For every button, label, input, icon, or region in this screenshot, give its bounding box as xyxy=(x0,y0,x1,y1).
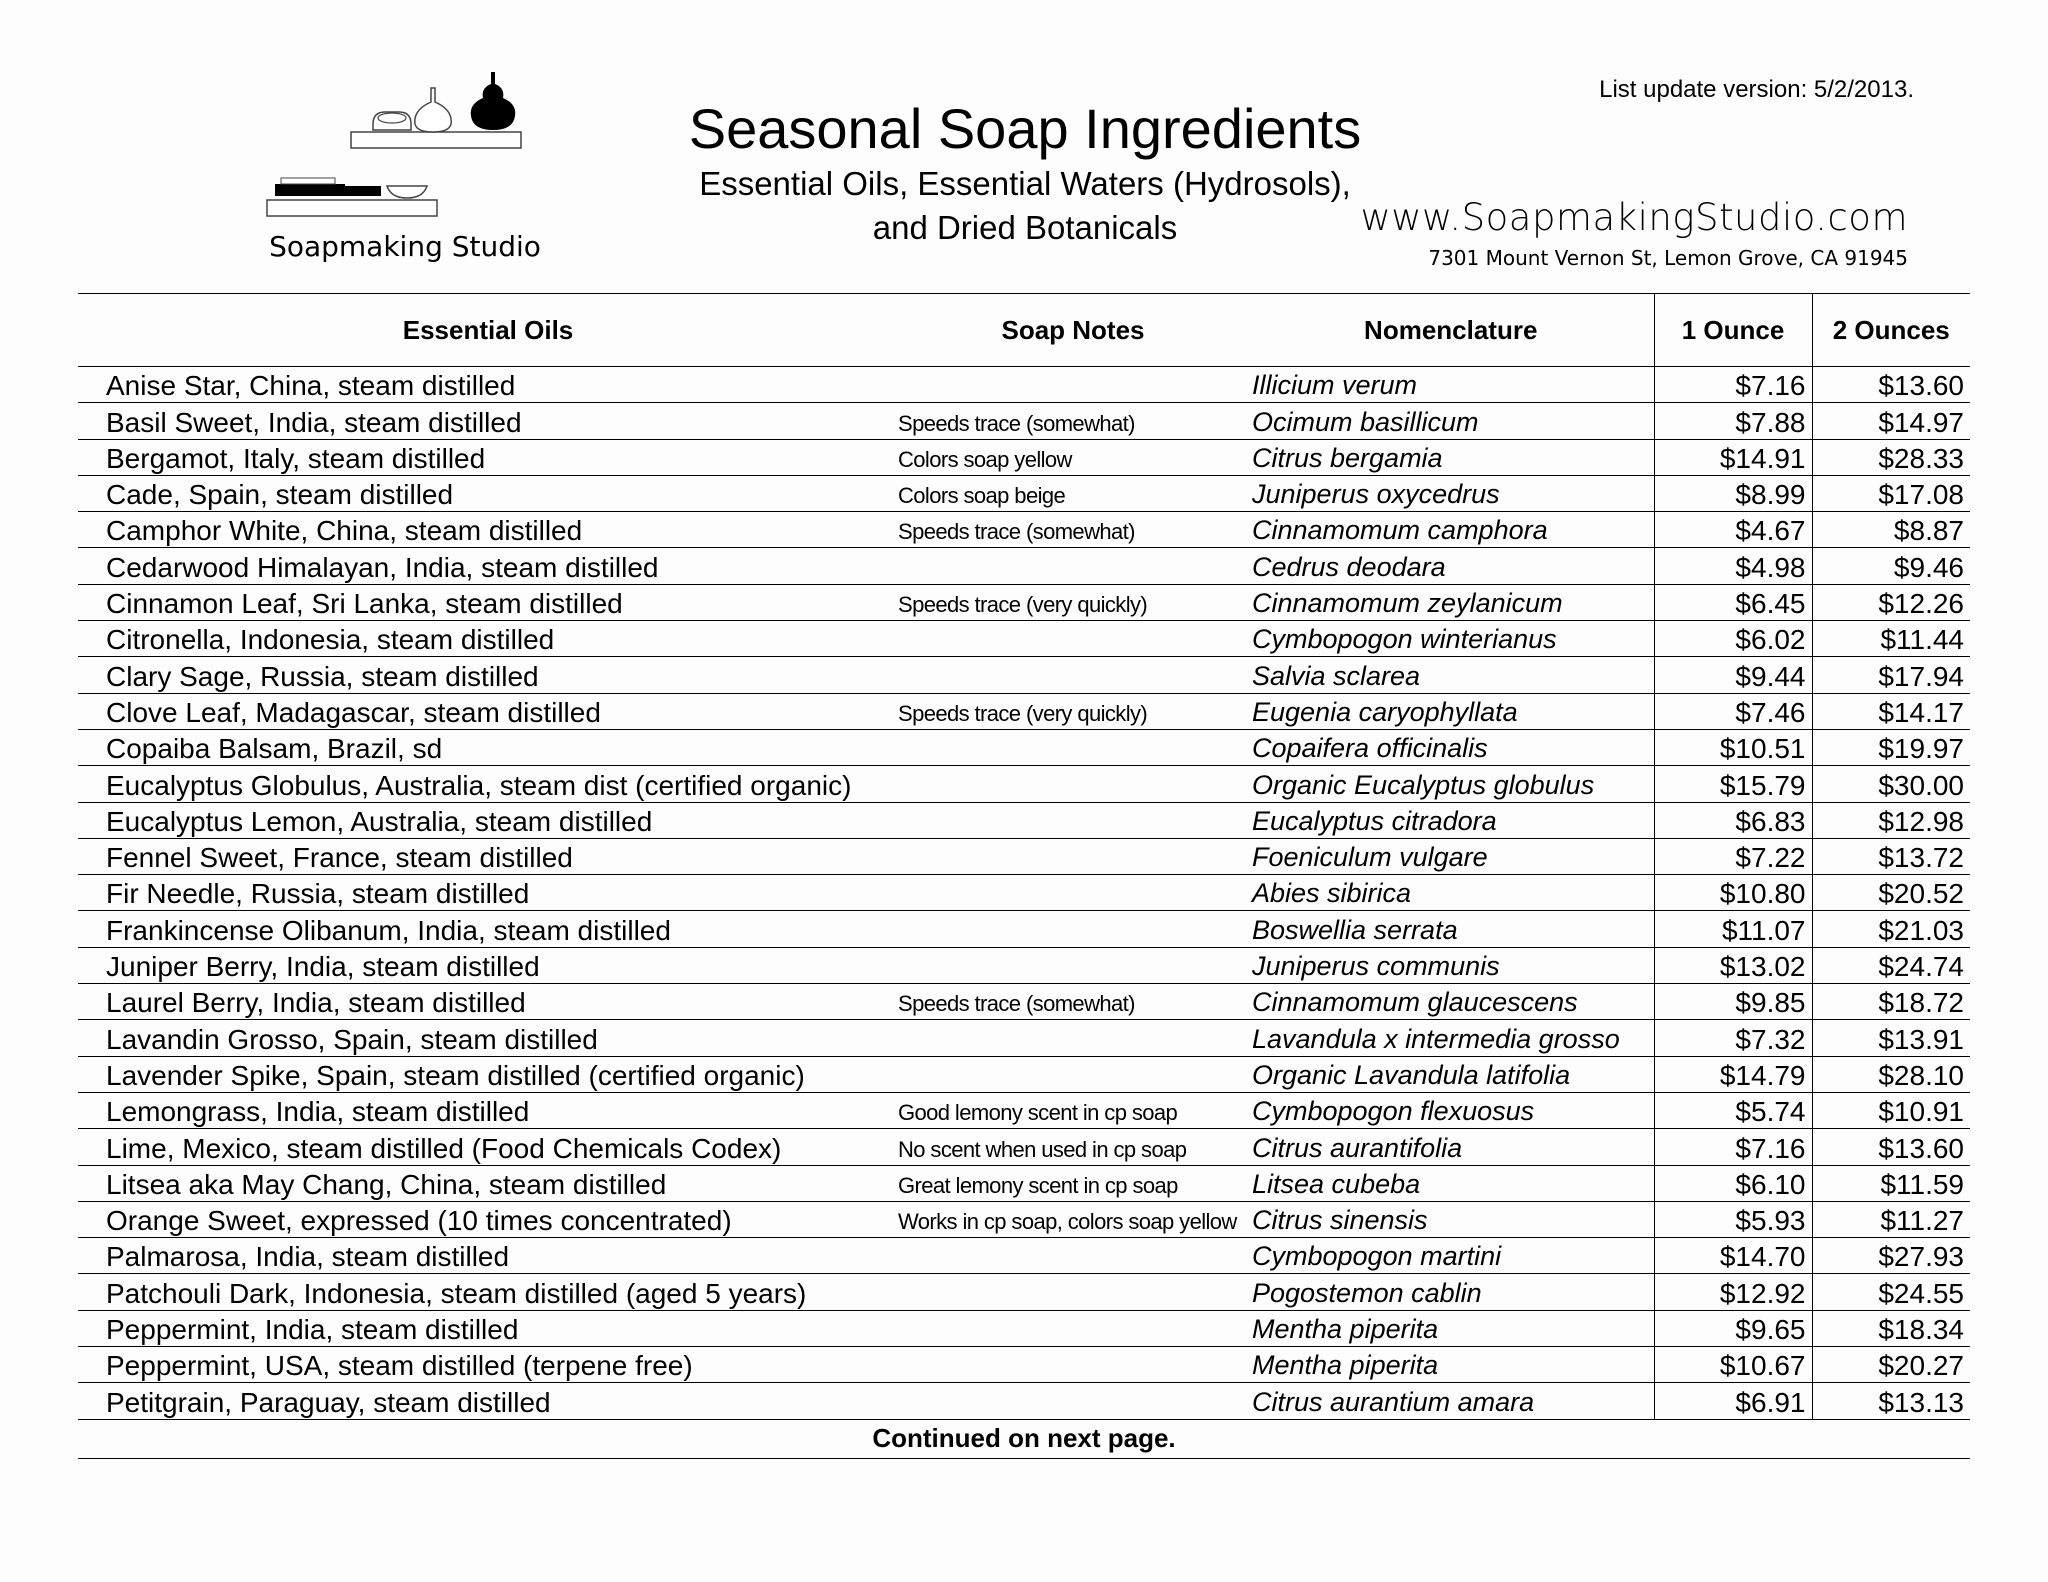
oil-name: Peppermint, USA, steam distilled (terpene free) xyxy=(78,1347,898,1383)
oil-name: Lavandin Grosso, Spain, steam distilled xyxy=(78,1020,898,1056)
subtitle-line-1: Essential Oils, Essential Waters (Hydrosols), xyxy=(699,165,1351,202)
soap-note: Speeds trace (somewhat) xyxy=(898,403,1248,439)
price-1-ounce: $9.65 xyxy=(1654,1310,1812,1346)
table-row xyxy=(78,1201,1970,1237)
price-2-ounces: $17.94 xyxy=(1812,657,1970,693)
nomenclature: Citrus bergamia xyxy=(1248,439,1654,475)
soap-note: Speeds trace (very quickly) xyxy=(898,584,1248,620)
nomenclature: Cymbopogon flexuosus xyxy=(1248,1092,1654,1128)
nomenclature: Litsea cubeba xyxy=(1248,1165,1654,1201)
nomenclature: Juniperus oxycedrus xyxy=(1248,475,1654,511)
price-1-ounce: $7.22 xyxy=(1654,838,1812,874)
oil-name: Copaiba Balsam, Brazil, sd xyxy=(78,729,898,765)
header-2-ounces: 2 Ounces xyxy=(1812,294,1970,367)
price-2-ounces: $13.13 xyxy=(1812,1383,1970,1419)
price-1-ounce: $6.83 xyxy=(1654,802,1812,838)
oil-name: Palmarosa, India, steam distilled xyxy=(78,1238,898,1274)
price-1-ounce: $6.02 xyxy=(1654,621,1812,657)
oil-name: Basil Sweet, India, steam distilled xyxy=(78,403,898,439)
price-1-ounce: $8.99 xyxy=(1654,475,1812,511)
nomenclature: Abies sibirica xyxy=(1248,875,1654,911)
nomenclature: Cedrus deodara xyxy=(1248,548,1654,584)
oil-name: Laurel Berry, India, steam distilled xyxy=(78,984,898,1020)
price-1-ounce: $9.44 xyxy=(1654,657,1812,693)
nomenclature: Eucalyptus citradora xyxy=(1248,802,1654,838)
nomenclature: Mentha piperita xyxy=(1248,1310,1654,1346)
header-1-ounce: 1 Ounce xyxy=(1654,294,1812,367)
price-2-ounces: $9.46 xyxy=(1812,548,1970,584)
soap-note xyxy=(898,621,1248,657)
nomenclature: Cinnamomum zeylanicum xyxy=(1248,584,1654,620)
soap-note: Speeds trace (very quickly) xyxy=(898,693,1248,729)
price-2-ounces: $24.74 xyxy=(1812,947,1970,983)
price-2-ounces: $30.00 xyxy=(1812,766,1970,802)
table-row xyxy=(78,838,1970,874)
table-header-row xyxy=(78,294,1970,367)
price-2-ounces: $28.33 xyxy=(1812,439,1970,475)
header-nomenclature: Nomenclature xyxy=(1248,294,1654,367)
oil-name: Camphor White, China, steam distilled xyxy=(78,512,898,548)
price-1-ounce: $14.91 xyxy=(1654,439,1812,475)
table-row xyxy=(78,984,1970,1020)
oil-name: Peppermint, India, steam distilled xyxy=(78,1310,898,1346)
nomenclature: Citrus sinensis xyxy=(1248,1201,1654,1237)
oil-name: Orange Sweet, expressed (10 times concentrated) xyxy=(78,1201,898,1237)
nomenclature: Salvia sclarea xyxy=(1248,657,1654,693)
oil-name: Litsea aka May Chang, China, steam distilled xyxy=(78,1165,898,1201)
nomenclature: Cinnamomum glaucescens xyxy=(1248,984,1654,1020)
price-2-ounces: $20.52 xyxy=(1812,875,1970,911)
soap-note xyxy=(898,1056,1248,1092)
soap-note xyxy=(898,1310,1248,1346)
soap-note xyxy=(898,766,1248,802)
price-2-ounces: $19.97 xyxy=(1812,729,1970,765)
table-row xyxy=(78,729,1970,765)
nomenclature: Mentha piperita xyxy=(1248,1347,1654,1383)
table-row xyxy=(78,1383,1970,1419)
price-2-ounces: $27.93 xyxy=(1812,1238,1970,1274)
price-1-ounce: $5.93 xyxy=(1654,1201,1812,1237)
table-row xyxy=(78,802,1970,838)
soap-note xyxy=(898,838,1248,874)
oil-name: Clary Sage, Russia, steam distilled xyxy=(78,657,898,693)
price-table xyxy=(78,293,1970,1420)
table-row xyxy=(78,584,1970,620)
nomenclature: Ocimum basillicum xyxy=(1248,403,1654,439)
header-soap-notes: Soap Notes xyxy=(898,294,1248,367)
table-row xyxy=(78,1238,1970,1274)
price-2-ounces: $21.03 xyxy=(1812,911,1970,947)
price-1-ounce: $4.67 xyxy=(1654,512,1812,548)
soap-note: Colors soap yellow xyxy=(898,439,1248,475)
oil-name: Fennel Sweet, France, steam distilled xyxy=(78,838,898,874)
price-2-ounces: $10.91 xyxy=(1812,1092,1970,1128)
nomenclature: Lavandula x intermedia grosso xyxy=(1248,1020,1654,1056)
table-row xyxy=(78,693,1970,729)
price-2-ounces: $8.87 xyxy=(1812,512,1970,548)
continued-note: Continued on next page. xyxy=(78,1418,1970,1459)
price-2-ounces: $11.27 xyxy=(1812,1201,1970,1237)
soap-note xyxy=(898,1238,1248,1274)
soap-note xyxy=(898,729,1248,765)
oil-name: Clove Leaf, Madagascar, steam distilled xyxy=(78,693,898,729)
table-row xyxy=(78,911,1970,947)
table-row xyxy=(78,475,1970,511)
table-row xyxy=(78,621,1970,657)
oil-name: Cinnamon Leaf, Sri Lanka, steam distilled xyxy=(78,584,898,620)
table-row xyxy=(78,403,1970,439)
price-1-ounce: $10.51 xyxy=(1654,729,1812,765)
price-2-ounces: $13.72 xyxy=(1812,838,1970,874)
price-1-ounce: $6.91 xyxy=(1654,1383,1812,1419)
oil-name: Fir Needle, Russia, steam distilled xyxy=(78,875,898,911)
soap-note xyxy=(898,947,1248,983)
table-row xyxy=(78,875,1970,911)
soap-note xyxy=(898,802,1248,838)
oil-name: Citronella, Indonesia, steam distilled xyxy=(78,621,898,657)
price-2-ounces: $13.60 xyxy=(1812,367,1970,403)
nomenclature: Cymbopogon winterianus xyxy=(1248,621,1654,657)
soap-note xyxy=(898,1347,1248,1383)
price-2-ounces: $11.59 xyxy=(1812,1165,1970,1201)
oil-name: Petitgrain, Paraguay, steam distilled xyxy=(78,1383,898,1419)
price-2-ounces: $13.60 xyxy=(1812,1129,1970,1165)
price-1-ounce: $10.67 xyxy=(1654,1347,1812,1383)
soap-note: Speeds trace (somewhat) xyxy=(898,512,1248,548)
table-row xyxy=(78,1274,1970,1310)
soap-note: Colors soap beige xyxy=(898,475,1248,511)
price-1-ounce: $7.16 xyxy=(1654,367,1812,403)
oil-name: Anise Star, China, steam distilled xyxy=(78,367,898,403)
website-link[interactable]: www.SoapmakingStudio.com xyxy=(1360,196,1908,239)
header-essential-oils: Essential Oils xyxy=(78,294,898,367)
price-2-ounces: $24.55 xyxy=(1812,1274,1970,1310)
nomenclature: Citrus aurantium amara xyxy=(1248,1383,1654,1419)
price-1-ounce: $14.79 xyxy=(1654,1056,1812,1092)
price-1-ounce: $11.07 xyxy=(1654,911,1812,947)
price-1-ounce: $14.70 xyxy=(1654,1238,1812,1274)
nomenclature: Organic Eucalyptus globulus xyxy=(1248,766,1654,802)
nomenclature: Copaifera officinalis xyxy=(1248,729,1654,765)
price-1-ounce: $5.74 xyxy=(1654,1092,1812,1128)
oil-name: Lemongrass, India, steam distilled xyxy=(78,1092,898,1128)
price-2-ounces: $12.26 xyxy=(1812,584,1970,620)
soap-shelf-icon xyxy=(255,68,545,228)
oil-name: Lime, Mexico, steam distilled (Food Chemicals Codex) xyxy=(78,1129,898,1165)
page-title: Seasonal Soap Ingredients xyxy=(688,97,1362,160)
soap-note: Speeds trace (somewhat) xyxy=(898,984,1248,1020)
oil-name: Eucalyptus Globulus, Australia, steam dist (certified organic) xyxy=(78,766,898,802)
price-1-ounce: $7.32 xyxy=(1654,1020,1812,1056)
oil-name: Patchouli Dark, Indonesia, steam distilled (aged 5 years) xyxy=(78,1274,898,1310)
nomenclature: Eugenia caryophyllata xyxy=(1248,693,1654,729)
price-1-ounce: $7.88 xyxy=(1654,403,1812,439)
table-row xyxy=(78,439,1970,475)
price-2-ounces: $20.27 xyxy=(1812,1347,1970,1383)
oil-name: Bergamot, Italy, steam distilled xyxy=(78,439,898,475)
price-2-ounces: $12.98 xyxy=(1812,802,1970,838)
table-row xyxy=(78,766,1970,802)
table-row xyxy=(78,1129,1970,1165)
price-1-ounce: $13.02 xyxy=(1654,947,1812,983)
price-2-ounces: $13.91 xyxy=(1812,1020,1970,1056)
nomenclature: Boswellia serrata xyxy=(1248,911,1654,947)
table-row xyxy=(78,548,1970,584)
oil-name: Eucalyptus Lemon, Australia, steam distilled xyxy=(78,802,898,838)
page-subtitle xyxy=(620,162,1430,250)
soap-note: Good lemony scent in cp soap xyxy=(898,1092,1248,1128)
price-1-ounce: $7.46 xyxy=(1654,693,1812,729)
soap-note xyxy=(898,657,1248,693)
address: 7301 Mount Vernon St, Lemon Grove, CA 91945 xyxy=(1428,246,1908,270)
price-1-ounce: $10.80 xyxy=(1654,875,1812,911)
price-1-ounce: $12.92 xyxy=(1654,1274,1812,1310)
table-row xyxy=(78,1056,1970,1092)
nomenclature: Cymbopogon martini xyxy=(1248,1238,1654,1274)
nomenclature: Pogostemon cablin xyxy=(1248,1274,1654,1310)
soap-note: No scent when used in cp soap xyxy=(898,1129,1248,1165)
price-2-ounces: $11.44 xyxy=(1812,621,1970,657)
soap-note xyxy=(898,1274,1248,1310)
price-1-ounce: $15.79 xyxy=(1654,766,1812,802)
oil-name: Juniper Berry, India, steam distilled xyxy=(78,947,898,983)
nomenclature: Cinnamomum camphora xyxy=(1248,512,1654,548)
soap-note: Works in cp soap, colors soap yellow xyxy=(898,1201,1248,1237)
oil-name: Cedarwood Himalayan, India, steam distilled xyxy=(78,548,898,584)
price-2-ounces: $18.72 xyxy=(1812,984,1970,1020)
price-1-ounce: $9.85 xyxy=(1654,984,1812,1020)
nomenclature: Illicium verum xyxy=(1248,367,1654,403)
soap-note xyxy=(898,911,1248,947)
logo xyxy=(255,68,545,268)
nomenclature: Organic Lavandula latifolia xyxy=(1248,1056,1654,1092)
soap-note xyxy=(898,875,1248,911)
oil-name: Frankincense Olibanum, India, steam distilled xyxy=(78,911,898,947)
oil-name: Lavender Spike, Spain, steam distilled (certified organic) xyxy=(78,1056,898,1092)
soap-note xyxy=(898,548,1248,584)
table-row xyxy=(78,1165,1970,1201)
price-1-ounce: $6.45 xyxy=(1654,584,1812,620)
price-2-ounces: $14.97 xyxy=(1812,403,1970,439)
price-2-ounces: $18.34 xyxy=(1812,1310,1970,1346)
table-row xyxy=(78,367,1970,403)
table-row xyxy=(78,947,1970,983)
soap-note: Great lemony scent in cp soap xyxy=(898,1165,1248,1201)
nomenclature: Foeniculum vulgare xyxy=(1248,838,1654,874)
soap-note xyxy=(898,1020,1248,1056)
price-2-ounces: $28.10 xyxy=(1812,1056,1970,1092)
table-row xyxy=(78,657,1970,693)
table-row xyxy=(78,1092,1970,1128)
table-row xyxy=(78,512,1970,548)
table-row xyxy=(78,1347,1970,1383)
table-row xyxy=(78,1020,1970,1056)
logo-text: Soapmaking Studio xyxy=(269,230,541,263)
subtitle-line-2: and Dried Botanicals xyxy=(872,209,1178,246)
price-1-ounce: $6.10 xyxy=(1654,1165,1812,1201)
oil-name: Cade, Spain, steam distilled xyxy=(78,475,898,511)
price-2-ounces: $14.17 xyxy=(1812,693,1970,729)
nomenclature: Citrus aurantifolia xyxy=(1248,1129,1654,1165)
nomenclature: Juniperus communis xyxy=(1248,947,1654,983)
price-1-ounce: $7.16 xyxy=(1654,1129,1812,1165)
soap-note xyxy=(898,1383,1248,1419)
price-1-ounce: $4.98 xyxy=(1654,548,1812,584)
soap-note xyxy=(898,367,1248,403)
table-body xyxy=(78,367,1970,1420)
list-version: List update version: 5/2/2013. xyxy=(1599,76,1914,103)
price-2-ounces: $17.08 xyxy=(1812,475,1970,511)
table-row xyxy=(78,1310,1970,1346)
